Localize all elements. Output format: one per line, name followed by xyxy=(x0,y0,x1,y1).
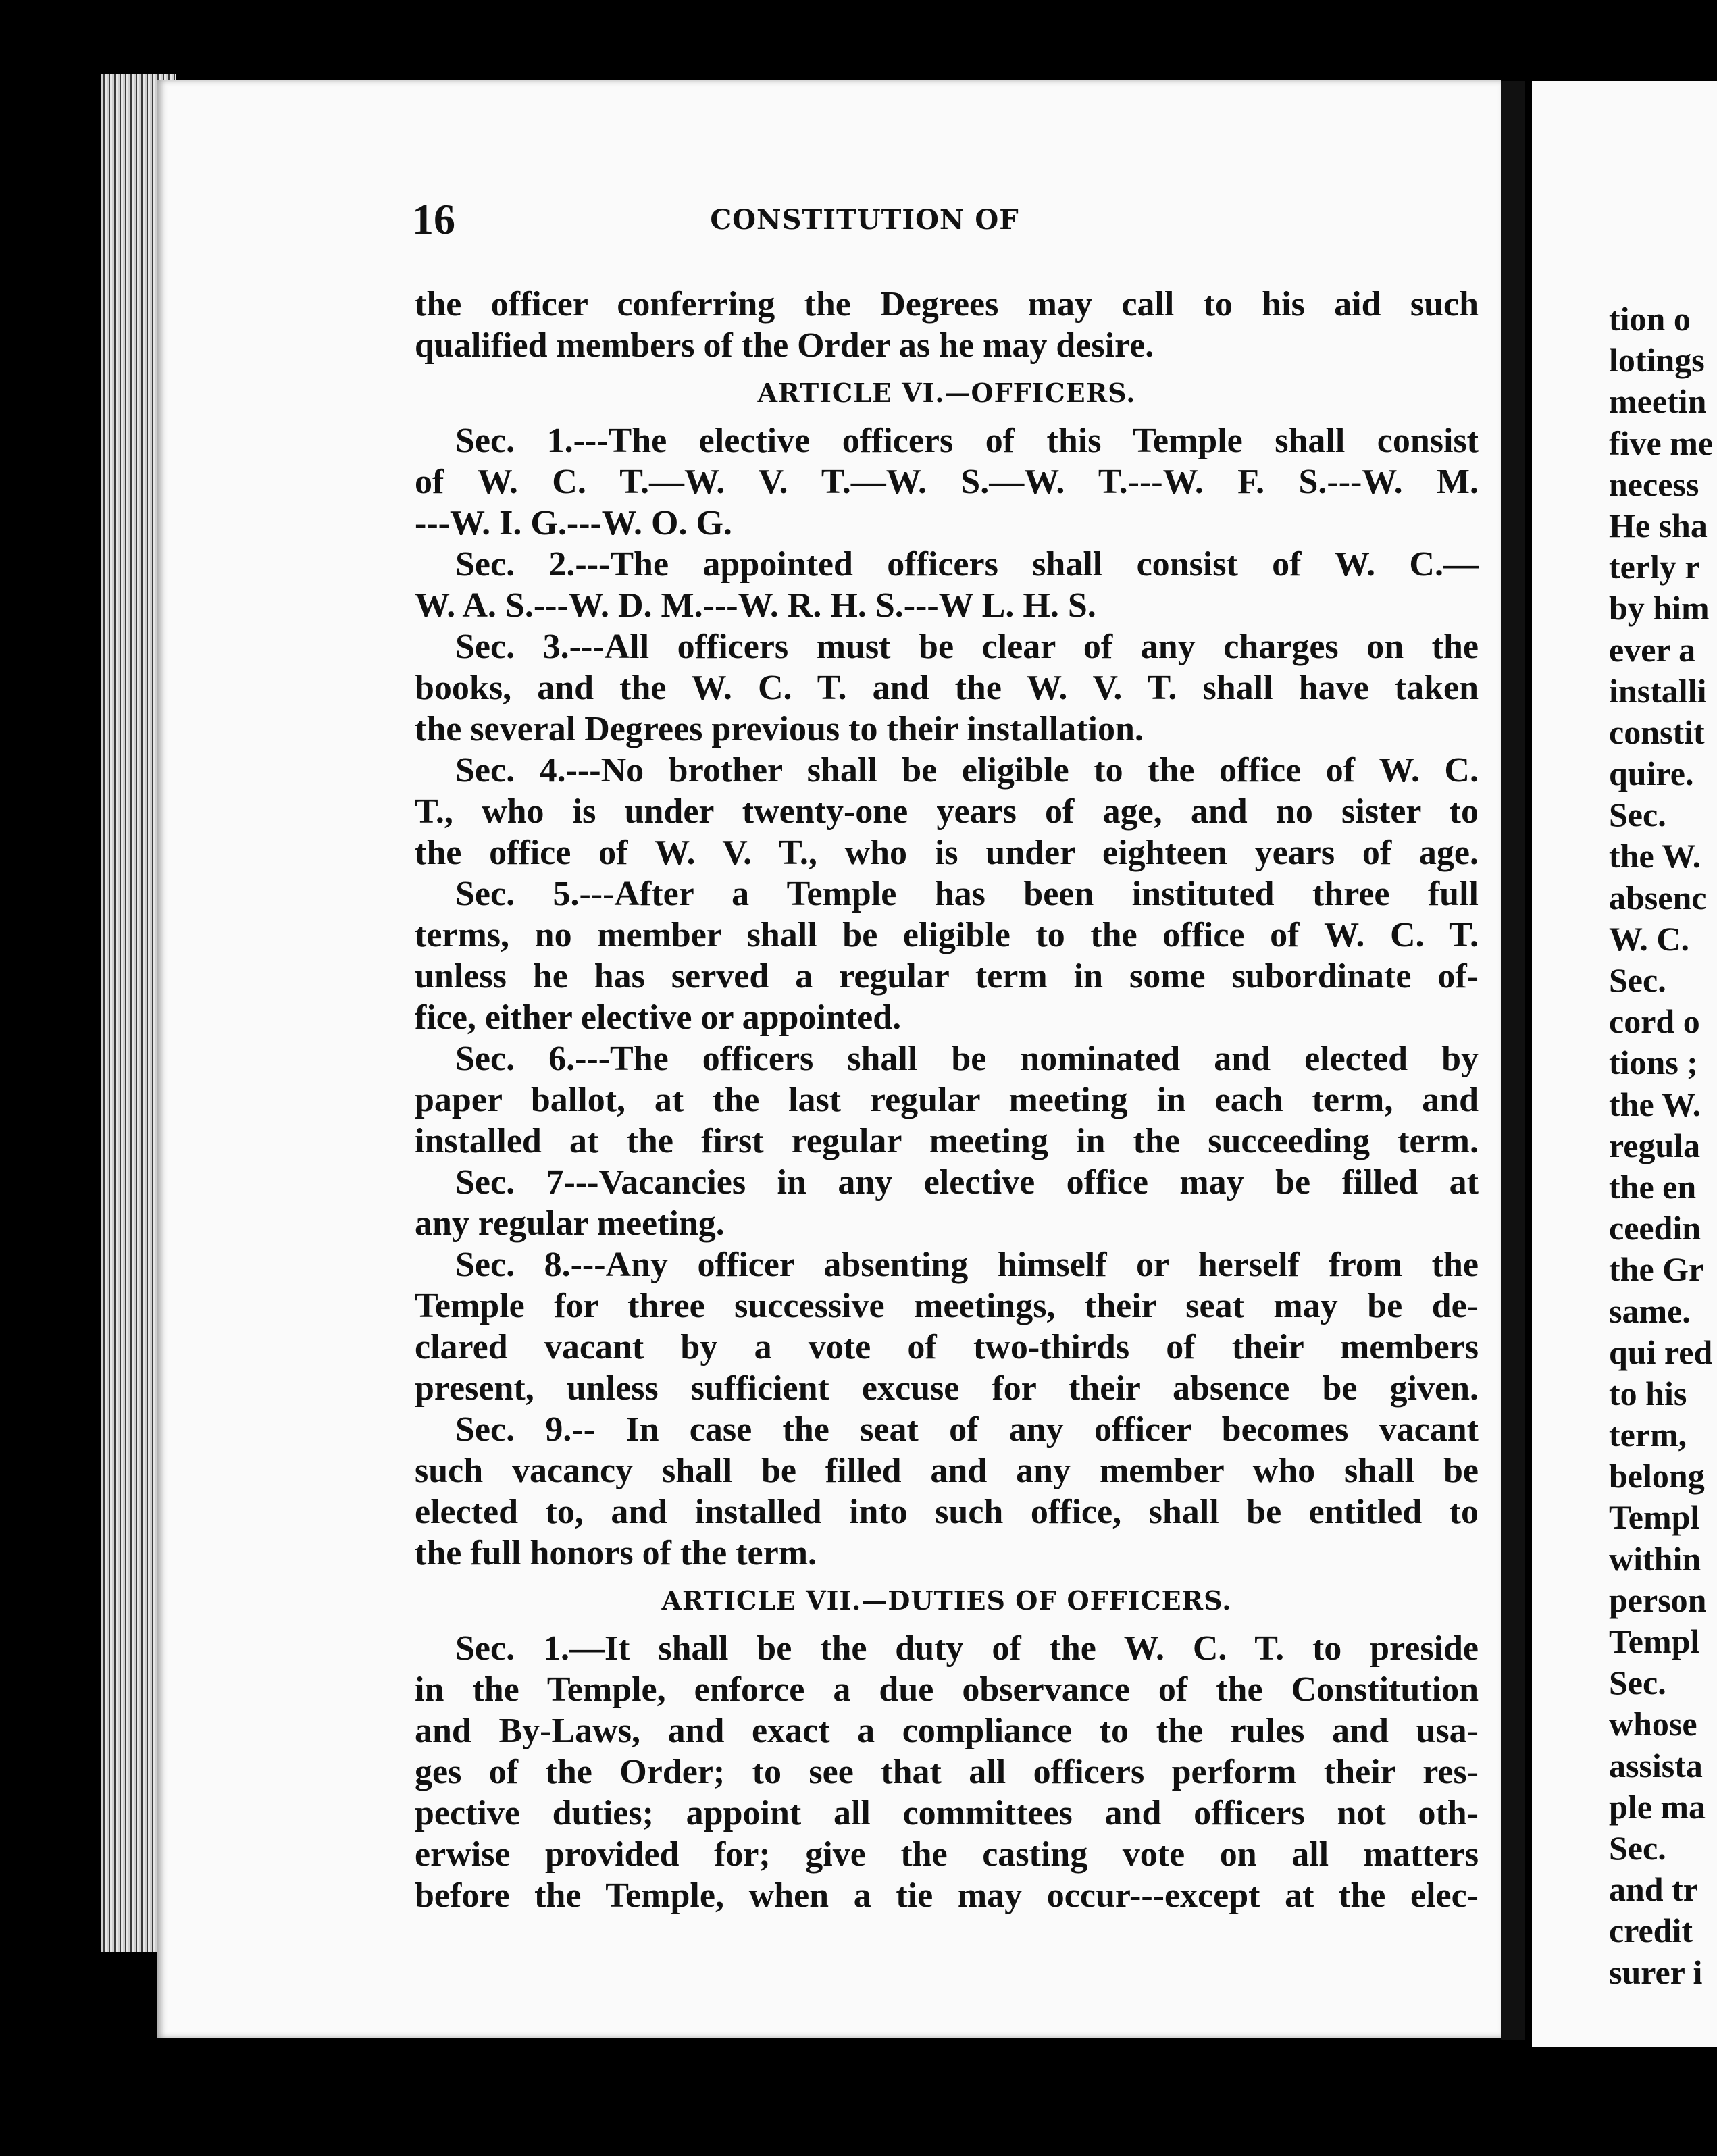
fragment-line: ceedin xyxy=(1609,1209,1701,1248)
text-line: Sec. 1.—It shall be the duty of the W. C. T. to preside xyxy=(455,1629,1479,1668)
fragment-line: the W. xyxy=(1609,1085,1701,1123)
fragment-line: Sec. xyxy=(1609,1664,1666,1702)
text-line: terms, no member shall be eligible to the office of W. C. T. xyxy=(415,916,1479,954)
text-line: Sec. 5.---After a Temple has been instituted three full xyxy=(455,875,1479,913)
article-vii-heading: ARTICLE VII.—DUTIES OF OFFICERS. xyxy=(661,1585,1232,1616)
fragment-line: installi xyxy=(1609,671,1707,710)
fragment-line: within xyxy=(1609,1539,1701,1578)
fragment-line: absenc xyxy=(1609,878,1707,917)
text-line: Sec. 4.---No brother shall be eligible to the office of W. C. xyxy=(455,751,1479,790)
text-line: Sec. 9.-- In case the seat of any officer becomes vacant xyxy=(455,1410,1479,1449)
text-line: W. A. S.---W. D. M.---W. R. H. S.---W L. H. S. xyxy=(415,586,1096,625)
fragment-line: the Gr xyxy=(1609,1250,1704,1289)
right-page-fragment xyxy=(1609,299,1717,1993)
text-line: Sec. 3.---All officers must be clear of any charges on the xyxy=(455,627,1479,666)
fragment-line: He sha xyxy=(1609,506,1708,544)
fragment-line: tions ; xyxy=(1609,1044,1698,1082)
text-line: the several Degrees previous to their installation. xyxy=(415,710,1144,748)
fragment-line: by him xyxy=(1609,589,1710,627)
fragment-line: Sec. xyxy=(1609,796,1666,834)
page-header xyxy=(250,195,1469,255)
text-line: the office of W. V. T., who is under eighteen years of age. xyxy=(415,833,1479,872)
text-line: before the Temple, when a tie may occur---except at the elec- xyxy=(415,1876,1479,1915)
fragment-line: credit xyxy=(1609,1911,1693,1950)
text-line: qualified members of the Order as he may desire. xyxy=(415,326,1154,365)
article-vi-heading: ARTICLE VI.—OFFICERS. xyxy=(757,378,1136,408)
fragment-line: meetin xyxy=(1609,382,1707,421)
fragment-line: and tr xyxy=(1609,1870,1698,1909)
fragment-line: regula xyxy=(1609,1126,1701,1164)
fragment-line: surer i xyxy=(1609,1953,1703,1991)
fragment-line: Sec. xyxy=(1609,1828,1666,1867)
text-line: Sec. 1.---The elective officers of this Temple shall consist xyxy=(455,421,1479,460)
fragment-line: term, xyxy=(1609,1416,1687,1454)
fragment-line: tion o xyxy=(1609,300,1691,338)
text-line: books, and the W. C. T. and the W. V. T. shall have taken xyxy=(415,669,1479,707)
text-line: Sec. 2.---The appointed officers shall consist of W. C.— xyxy=(455,545,1479,584)
text-line: in the Temple, enforce a due observance of the Constitution xyxy=(415,1670,1479,1709)
fragment-line: necess xyxy=(1609,465,1699,503)
fragment-line: five me xyxy=(1609,424,1714,462)
fragment-line: ple ma xyxy=(1609,1787,1706,1826)
text-line: and By-Laws, and exact a compliance to the rules and usa- xyxy=(415,1712,1479,1750)
text-line: paper ballot, at the last regular meeting in each term, and xyxy=(415,1081,1479,1119)
fragment-line: lotings xyxy=(1609,341,1705,380)
fragment-line: to his xyxy=(1609,1374,1687,1412)
fragment-line: belong xyxy=(1609,1457,1705,1495)
text-line: present, unless sufficient excuse for their absence be given. xyxy=(415,1369,1479,1408)
fragment-line: ever a xyxy=(1609,630,1696,669)
text-line: the officer conferring the Degrees may call to his aid such xyxy=(415,285,1479,324)
text-line: of W. C. T.—W. V. T.—W. S.—W. T.---W. F. S.---W. M. xyxy=(415,463,1479,501)
text-line: installed at the first regular meeting in the succeeding term. xyxy=(415,1122,1479,1160)
fragment-line: person xyxy=(1609,1581,1707,1619)
fragment-line: constit xyxy=(1609,713,1705,751)
text-line: elected to, and installed into such office, shall be entitled to xyxy=(415,1493,1479,1531)
fragment-line: Templ xyxy=(1609,1498,1700,1537)
text-line: Sec. 6.---The officers shall be nominated and elected by xyxy=(455,1040,1479,1078)
text-line: Sec. 8.---Any officer absenting himself or herself from the xyxy=(455,1246,1479,1284)
text-line: pective duties; appoint all committees and officers not oth- xyxy=(415,1794,1479,1832)
fragment-line: qui red xyxy=(1609,1333,1713,1371)
text-line: T., who is under twenty-one years of age, and no sister to xyxy=(415,792,1479,831)
fragment-line: the W. xyxy=(1609,837,1701,875)
text-line: ges of the Order; to see that all officers perform their res- xyxy=(415,1753,1479,1791)
fragment-line: cord o xyxy=(1609,1002,1700,1041)
text-line: the full honors of the term. xyxy=(415,1534,817,1572)
fragment-line: W. C. xyxy=(1609,919,1690,958)
text-line: Temple for three successive meetings, their seat may be de- xyxy=(415,1287,1479,1325)
fragment-line: Templ xyxy=(1609,1622,1700,1660)
fragment-line: whose xyxy=(1609,1705,1697,1743)
text-line: fice, either elective or appointed. xyxy=(415,998,902,1037)
running-head: CONSTITUTION OF xyxy=(710,204,1019,236)
text-line: Sec. 7---Vacancies in any elective office may be filled at xyxy=(455,1163,1479,1202)
fragment-line: terly r xyxy=(1609,548,1700,586)
text-line: erwise provided for; give the casting vote on all matters xyxy=(415,1835,1479,1874)
page-number: 16 xyxy=(412,195,455,243)
fragment-line: the en xyxy=(1609,1167,1697,1206)
fragment-line: Sec. xyxy=(1609,961,1666,999)
text-line: any regular meeting. xyxy=(415,1204,725,1243)
body-text xyxy=(415,284,1479,1916)
fragment-line: quire. xyxy=(1609,754,1694,793)
book-gutter xyxy=(1501,81,1525,2040)
text-line: unless he has served a regular term in some subordinate of- xyxy=(415,957,1479,996)
text-line: such vacancy shall be filled and any member who shall be xyxy=(415,1452,1479,1490)
fragment-line: assista xyxy=(1609,1746,1703,1785)
fragment-line: same. xyxy=(1609,1291,1691,1330)
text-line: ---W. I. G.---W. O. G. xyxy=(415,504,732,542)
text-line: clared vacant by a vote of two-thirds of their members xyxy=(415,1328,1479,1366)
